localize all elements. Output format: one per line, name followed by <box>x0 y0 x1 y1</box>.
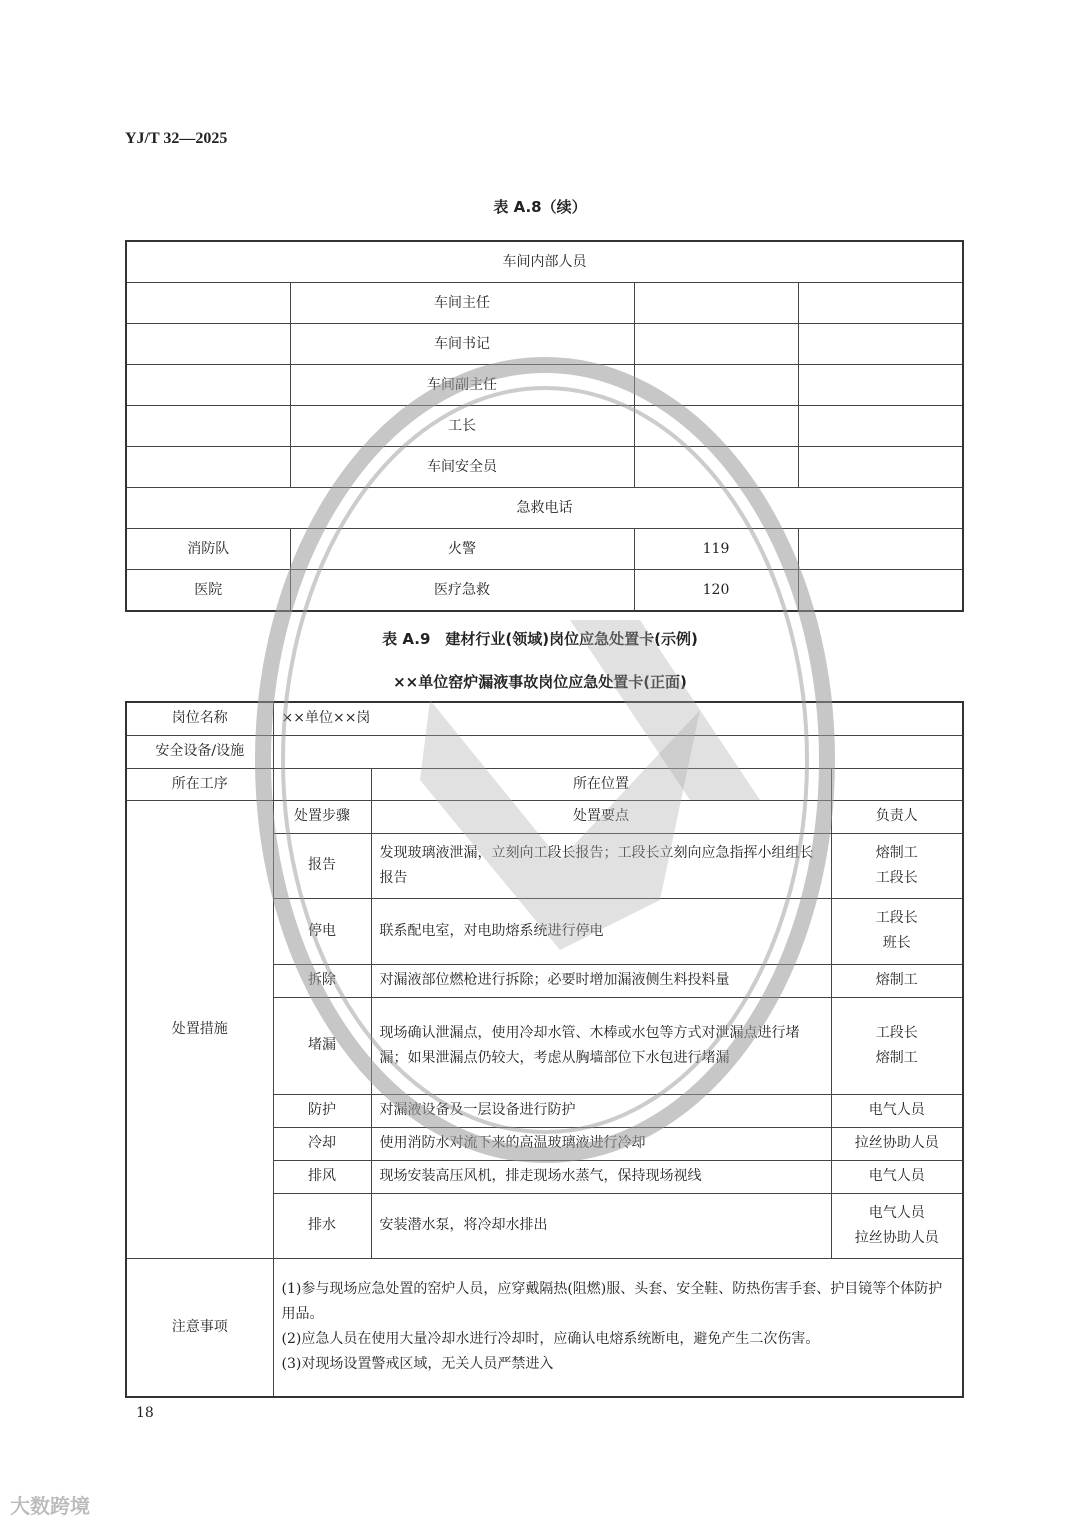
staff-role: 工长 <box>290 406 634 447</box>
section-header: 车间内部人员 <box>126 241 963 283</box>
staff-role: 车间安全员 <box>290 447 634 488</box>
table-a9-caption: 表 A.9 建材行业(领域)岗位应急处置卡(示例) <box>382 630 698 648</box>
step-owner: 熔制工 <box>831 964 963 997</box>
step-points: 安装潜水泵，将冷却水排出 <box>371 1193 831 1258</box>
label: 处置措施 <box>126 800 273 1258</box>
column-header: 负责人 <box>831 800 963 833</box>
step-name: 报告 <box>273 833 371 898</box>
label: 所在位置 <box>371 768 831 800</box>
staff-role: 车间主任 <box>290 283 634 324</box>
note-item: (1)参与现场应急处置的窑炉人员，应穿戴隔热(阻燃)服、头套、安全鞋、防热伤害手套、护目镜等个体防护用品。 <box>281 1281 943 1323</box>
label: 所在工序 <box>126 768 273 800</box>
table-a9 <box>125 701 964 1398</box>
page-number: 18 <box>136 1405 154 1421</box>
step-owner: 工段长 熔制工 <box>831 997 963 1094</box>
table-row <box>126 324 963 365</box>
step-points: 现场确认泄漏点，使用冷却水管、木棒或水包等方式对泄漏点进行堵漏；如果泄漏点仍较大，考虑从胸墙部位下水包进行堵漏 <box>371 997 831 1094</box>
step-owner: 熔制工 工段长 <box>831 833 963 898</box>
step-name: 堵漏 <box>273 997 371 1094</box>
step-name: 停电 <box>273 898 371 964</box>
table-a9-subcaption: ××单位窑炉漏液事故岗位应急处置卡(正面) <box>393 673 687 691</box>
note-item: (3)对现场设置警戒区域，无关人员严禁进入 <box>281 1356 554 1373</box>
call-type: 火警 <box>290 529 634 570</box>
table-row <box>126 529 963 570</box>
post-name: ××单位××岗 <box>273 702 963 735</box>
table-a8-caption: 表 A.8（续） <box>493 198 587 216</box>
step-name: 拆除 <box>273 964 371 997</box>
step-points: 发现玻璃液泄漏，立刻向工段长报告；工段长立刻向应急指挥小组组长报告 <box>371 833 831 898</box>
staff-role: 车间书记 <box>290 324 634 365</box>
step-owner: 拉丝协助人员 <box>831 1127 963 1160</box>
table-a8 <box>125 240 964 612</box>
step-points: 使用消防水对流下来的高温玻璃液进行冷却 <box>371 1127 831 1160</box>
step-points: 对漏液设备及一层设备进行防护 <box>371 1094 831 1127</box>
step-owner: 工段长 班长 <box>831 898 963 964</box>
step-points: 联系配电室，对电助熔系统进行停电 <box>371 898 831 964</box>
table-row <box>126 570 963 612</box>
step-owner: 电气人员 <box>831 1094 963 1127</box>
label: 岗位名称 <box>126 702 273 735</box>
step-name: 冷却 <box>273 1127 371 1160</box>
brand-watermark: 大数跨境 <box>10 1494 90 1518</box>
column-header: 处置要点 <box>371 800 831 833</box>
step-owner: 电气人员 拉丝协助人员 <box>831 1193 963 1258</box>
step-points: 现场安装高压风机，排走现场水蒸气，保持现场视线 <box>371 1160 831 1193</box>
standard-number: YJ/T 32—2025 <box>125 130 228 147</box>
note-item: (2)应急人员在使用大量冷却水进行冷却时，应确认电熔系统断电，避免产生二次伤害。 <box>281 1331 820 1348</box>
org: 消防队 <box>126 529 290 570</box>
table-row <box>126 447 963 488</box>
label: 注意事项 <box>126 1258 273 1397</box>
notes <box>273 1258 963 1397</box>
section-header: 急救电话 <box>126 488 963 529</box>
org: 医院 <box>126 570 290 612</box>
step-name: 排风 <box>273 1160 371 1193</box>
staff-role: 车间副主任 <box>290 365 634 406</box>
step-owner: 电气人员 <box>831 1160 963 1193</box>
table-row <box>126 365 963 406</box>
step-points: 对漏液部位燃枪进行拆除；必要时增加漏液侧生料投料量 <box>371 964 831 997</box>
phone: 120 <box>634 570 798 612</box>
call-type: 医疗急救 <box>290 570 634 612</box>
label: 安全设备/设施 <box>126 735 273 768</box>
step-name: 防护 <box>273 1094 371 1127</box>
phone: 119 <box>634 529 798 570</box>
table-row <box>126 283 963 324</box>
column-header: 处置步骤 <box>273 800 371 833</box>
table-row <box>126 406 963 447</box>
step-name: 排水 <box>273 1193 371 1258</box>
